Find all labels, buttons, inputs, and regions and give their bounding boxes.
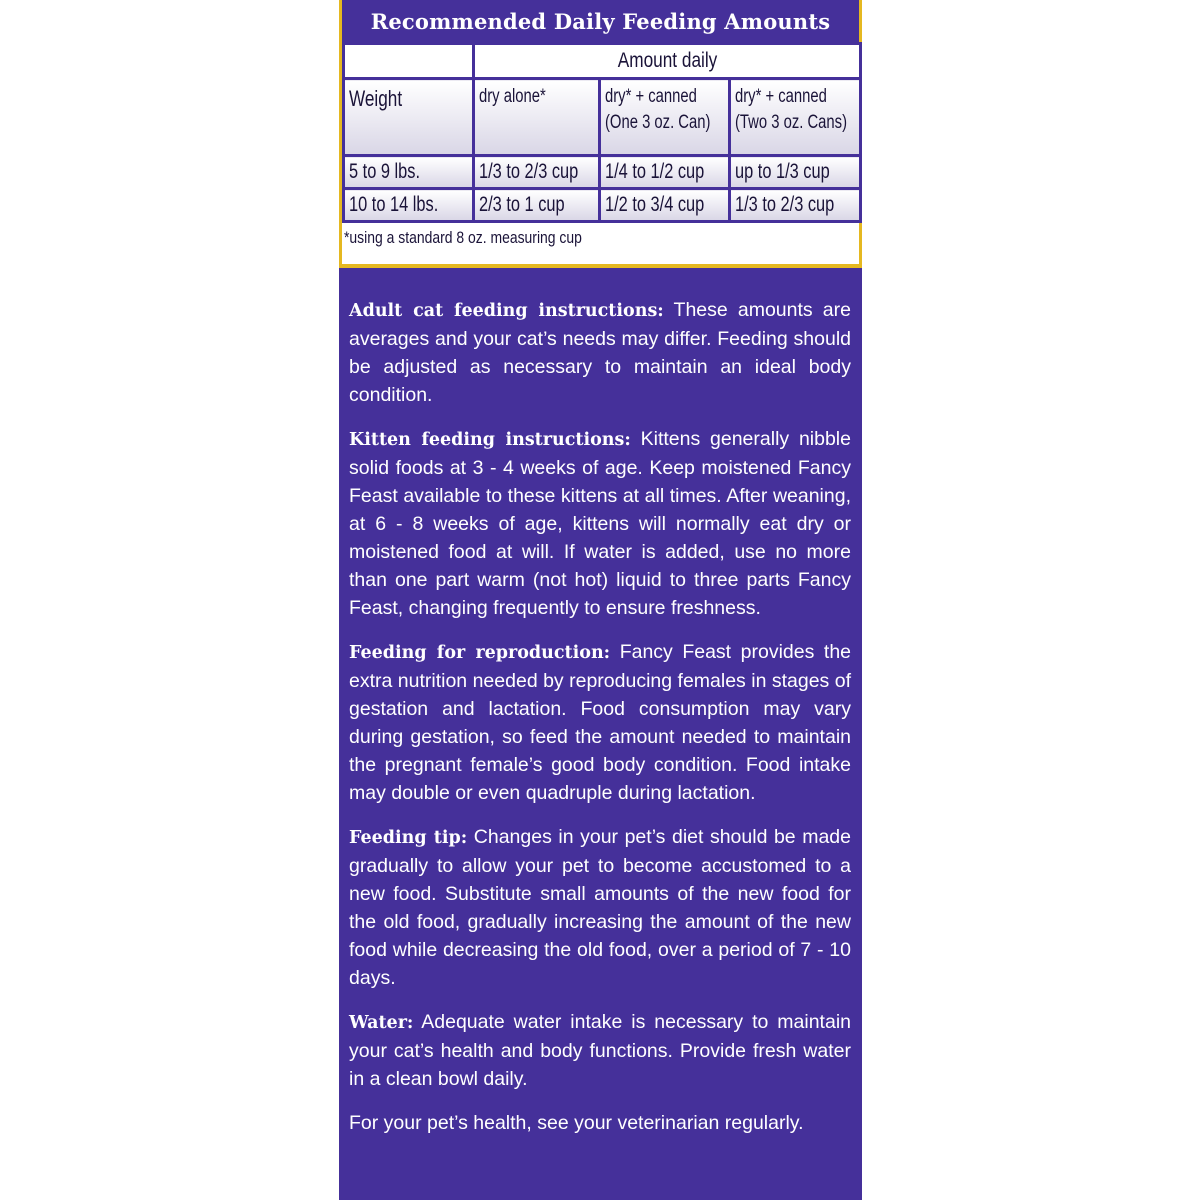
table-row — [344, 189, 861, 222]
water-text: Adequate water intake is necessary to maintain your cat’s health and body functions. Provide fresh water in a clean bowl daily. — [349, 1011, 852, 1090]
amount-cell — [600, 156, 730, 189]
amount-cell — [600, 189, 730, 222]
table-row — [344, 79, 861, 156]
weight-value: 10 to 14 lbs. — [349, 193, 439, 216]
table-row — [344, 156, 861, 189]
adult-feeding-text: These amounts are averages and your cat’s needs may differ. Feeding should be adjusted as necessary to maintain an ideal body condition. — [349, 299, 851, 406]
reproduction-feeding-paragraph — [349, 638, 851, 807]
feeding-tip-paragraph — [349, 823, 851, 992]
column-header-line: (One 3 oz. Can) — [605, 112, 711, 133]
weight-header — [344, 79, 474, 156]
amount-value: 1/3 to 2/3 cup — [735, 193, 835, 216]
amount-daily-header: Amount daily — [508, 44, 825, 79]
column-header-line: (Two 3 oz. Cans) — [735, 112, 848, 133]
empty-corner-cell — [344, 44, 474, 79]
column-header-line: dry* + canned — [735, 86, 827, 107]
column-header-one-can — [600, 79, 730, 156]
feeding-tip-heading: Feeding tip: — [349, 828, 468, 848]
amount-cell — [474, 189, 600, 222]
column-header-two-cans — [730, 79, 861, 156]
water-heading: Water: — [349, 1013, 414, 1033]
feeding-amounts-table — [342, 42, 862, 223]
amount-cell — [730, 189, 861, 222]
column-header-dry-alone — [474, 79, 600, 156]
water-paragraph — [349, 1008, 851, 1093]
weight-cell — [344, 189, 474, 222]
feeding-label-panel — [339, 0, 862, 1200]
weight-value: 5 to 9 lbs. — [349, 160, 421, 183]
amount-cell — [730, 156, 861, 189]
table-row — [344, 44, 861, 79]
table-title: Recommended Daily Feeding Amounts — [342, 0, 859, 42]
feeding-table-box — [339, 0, 862, 268]
adult-feeding-heading: Adult cat feeding instructions: — [349, 301, 664, 321]
amount-value: 1/3 to 2/3 cup — [479, 160, 579, 183]
reproduction-feeding-text: Fancy Feast provides the extra nutrition needed by reproducing females in stages of gestation and lactation. Food consumption may vary during gestation, so feed the amount needed to maintain the pregnant female’s good body condition. Food intake may double or even quadruple during lactation. — [349, 641, 852, 804]
kitten-feeding-heading: Kitten feeding instructions: — [349, 430, 631, 450]
kitten-feeding-text: Kittens generally nibble solid foods at 3 - 4 weeks of age. Keep moistened Fancy Feast available to these kittens at all times. After weaning, at 6 - 8 weeks of age, kittens will normally eat dry or moistened food at will. If water is added, use no more than one part warm (not hot) liquid to three parts Fancy Feast, changing frequently to ensure freshness. — [349, 428, 851, 619]
reproduction-feeding-heading: Feeding for reproduction: — [349, 643, 611, 663]
amount-value: 2/3 to 1 cup — [479, 193, 565, 216]
column-header-line: dry* + canned — [605, 86, 697, 107]
kitten-feeding-paragraph — [349, 425, 851, 622]
weight-header-label: Weight — [349, 86, 403, 111]
table-footnote: *using a standard 8 oz. measuring cup — [344, 228, 582, 247]
adult-feeding-paragraph — [349, 296, 851, 409]
feeding-instructions — [349, 296, 851, 1153]
closing-note: For your pet’s health, see your veterinarian regularly. — [349, 1112, 804, 1134]
amount-value: 1/2 to 3/4 cup — [605, 193, 705, 216]
column-header-line: dry alone* — [479, 86, 546, 107]
feeding-tip-text: Changes in your pet’s diet should be made gradually to allow your pet to become accustomed to a new food. Substitute small amounts of the new food for the old food, gradually increasing the amount of the new food while decreasing the old food, over a period of 7 - 10 days. — [349, 826, 851, 989]
weight-cell — [344, 156, 474, 189]
amount-value: 1/4 to 1/2 cup — [605, 160, 705, 183]
amount-cell — [474, 156, 600, 189]
amount-value: up to 1/3 cup — [735, 160, 830, 183]
